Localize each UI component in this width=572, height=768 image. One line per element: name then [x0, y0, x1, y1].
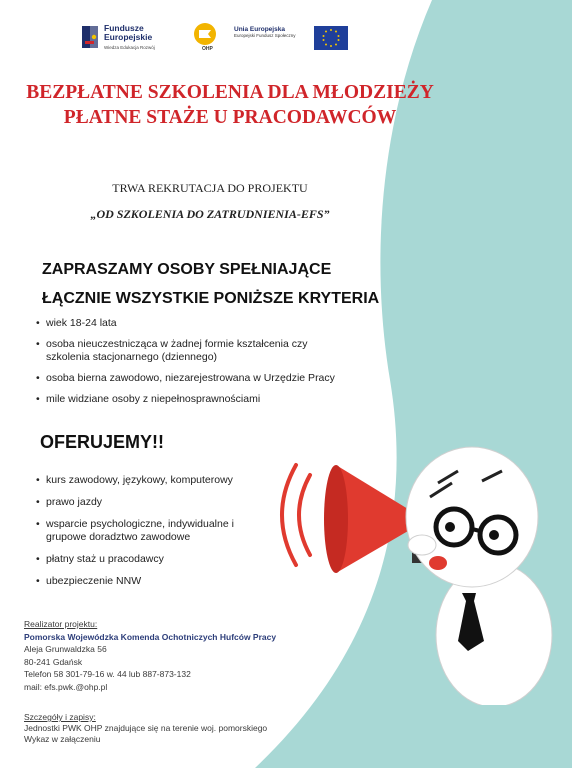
megaphone-character-illustration: [262, 405, 562, 705]
headline: [0, 80, 460, 130]
recruitment-line: TRWA REKRUTACJA DO PROJEKTU: [112, 181, 308, 195]
contact-block: [24, 618, 276, 693]
list-item: • płatny staż u pracodawcy: [36, 553, 296, 566]
details-line-1: Jednostki PWK OHP znajdujące się na terenie woj. pomorskiego: [24, 723, 268, 733]
ohp-logo: [190, 22, 230, 58]
logo-bar: [82, 22, 362, 62]
fe-subtitle: Wiedza Edukacja Rozwój: [104, 45, 155, 50]
offers-list: [36, 474, 296, 597]
contact-city: 80-241 Gdańsk: [24, 656, 83, 667]
sound-waves-icon: [282, 465, 310, 565]
contact-org: Pomorska Wojewódzka Komenda Ochotniczych Hufców Pracy: [24, 631, 277, 642]
list-item: • mile widziane osoby z niepełnosprawnościami: [36, 393, 336, 406]
fe-name-2: Europejskie: [104, 32, 153, 42]
contact-mail[interactable]: mail: efs.pwk.@ohp.pl: [24, 681, 108, 692]
offer-title: OFERUJEMY!!: [40, 432, 165, 452]
invite-line-2: ŁĄCZNIE WSZYSTKIE PONIŻSZE KRYTERIA: [42, 290, 380, 307]
ohp-label: OHP: [202, 46, 213, 52]
contact-phone: Telefon 58 301-79-16 w. 44 lub 887-873-132: [24, 669, 191, 679]
invite-heading: [42, 255, 379, 313]
eu-flag-icon: [314, 26, 348, 50]
criteria-list: [36, 317, 336, 414]
list-item: • ubezpieczenie NNW: [36, 575, 296, 588]
contact-label: Realizator projektu:: [24, 619, 98, 629]
fe-name-1: Fundusze: [104, 23, 144, 33]
list-item: • prawo jazdy: [36, 496, 296, 509]
contact-street: Aleja Grunwaldzka 56: [24, 644, 107, 654]
cartoon-character: [406, 447, 552, 705]
headline-line-1: BEZPŁATNE SZKOLENIA DLA MŁODZIEŻY: [26, 82, 434, 103]
details-label: Szczegóły i zapisy:: [24, 712, 96, 722]
fundusze-europejskie-logo: [82, 22, 192, 58]
headline-line-2: PŁATNE STAŻE U PRACODAWCÓW: [63, 107, 397, 128]
ue-name: Unia Europejska: [234, 26, 285, 33]
list-item: • wiek 18-24 lata: [36, 317, 336, 330]
details-block: [24, 712, 267, 745]
list-item: • kurs zawodowy, językowy, komputerowy: [36, 474, 296, 487]
ohp-emblem-icon: [190, 22, 220, 46]
recruitment-notice: [0, 175, 420, 227]
unia-europejska-text: [234, 22, 324, 58]
ue-subtitle: Europejski Fundusz Społeczny: [234, 33, 296, 38]
list-item: • osoba nieuczestnicząca w żadnej formie kształcenia czy szkolenia stacjonarnego (dziennego): [36, 338, 316, 364]
project-name: „OD SZKOLENIA DO ZATRUDNIENIA-EFS”: [90, 207, 330, 221]
invite-line-1: ZAPRASZAMY OSOBY SPEŁNIAJĄCE: [42, 261, 332, 278]
list-item: • wsparcie psychologiczne, indywidualne i grupowe doradztwo zawodowe: [36, 518, 256, 544]
list-item: • osoba bierna zawodowo, niezarejestrowana w Urzędzie Pracy: [36, 372, 336, 385]
fe-emblem-icon: [82, 26, 102, 48]
details-line-2: Wykaz w załączeniu: [24, 734, 101, 744]
